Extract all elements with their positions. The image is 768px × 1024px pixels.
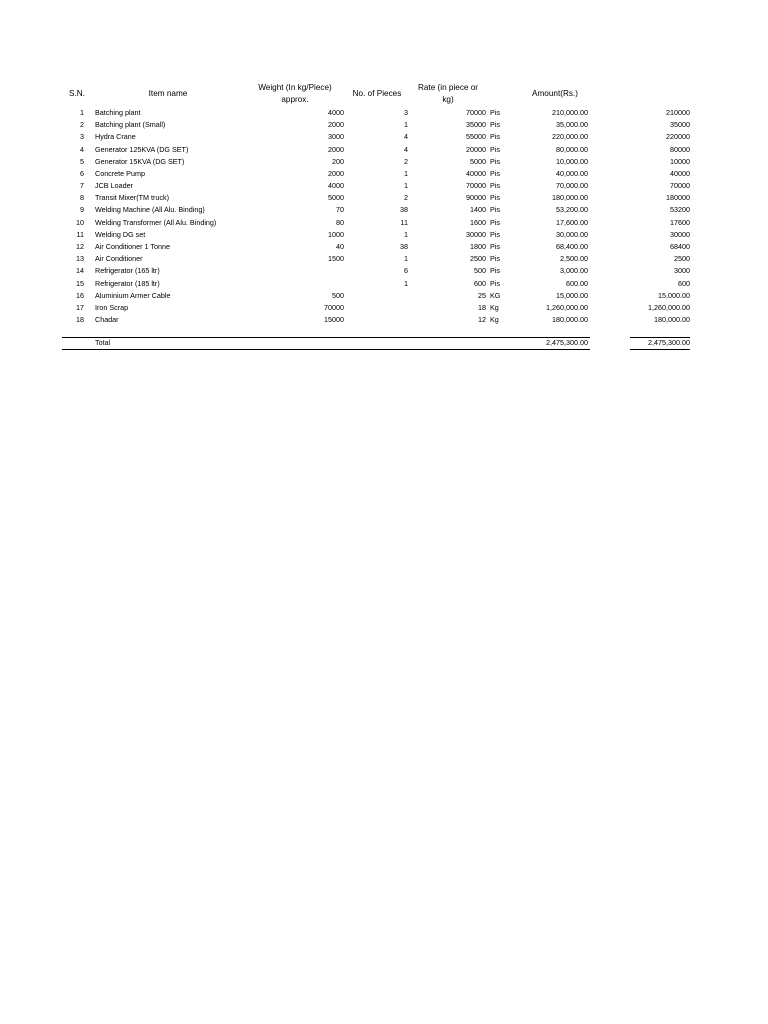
item-name-cell: Aluminium Armer Cable: [95, 290, 171, 300]
table-row: [0, 314, 768, 326]
table-row: [0, 229, 768, 241]
unit-cell: Pis: [490, 241, 500, 251]
table-row: [0, 192, 768, 204]
sn-cell: 12: [76, 241, 84, 251]
amount-copy-cell: 3000: [674, 266, 690, 276]
pieces-cell: 1: [404, 278, 408, 288]
amount-cell: 180,000.00: [552, 193, 588, 203]
amount-copy-cell: 80000: [670, 144, 690, 154]
amount-copy-cell: 53200: [670, 205, 690, 215]
table-row: [0, 290, 768, 302]
rate-cell: 35000: [466, 120, 486, 130]
rate-cell: 1800: [470, 241, 486, 251]
unit-cell: Kg: [490, 302, 499, 312]
amount-cell: 1,260,000.00: [546, 302, 588, 312]
sn-cell: 3: [80, 132, 84, 142]
table-row: [0, 168, 768, 180]
rate-cell: 12: [478, 315, 486, 325]
rate-cell: 1400: [470, 205, 486, 215]
pieces-cell: 38: [400, 205, 408, 215]
unit-cell: Pis: [490, 254, 500, 264]
table-row: [0, 107, 768, 119]
pieces-cell: 3: [404, 108, 408, 117]
table-row: [0, 278, 768, 290]
pieces-cell: 1: [404, 168, 408, 178]
rate-cell: 30000: [466, 229, 486, 239]
amount-cell: 210,000.00: [552, 108, 588, 117]
item-name-cell: Iron Scrap: [95, 302, 129, 312]
weight-cell: 2000: [328, 120, 344, 130]
sn-cell: 4: [80, 144, 84, 154]
weight-cell: 70: [336, 205, 344, 215]
rate-cell: 20000: [466, 144, 486, 154]
weight-cell: 4000: [328, 108, 344, 117]
amount-cell: 53,200.00: [556, 205, 588, 215]
pieces-cell: 38: [400, 241, 408, 251]
unit-cell: Pis: [490, 278, 500, 288]
pieces-cell: 1: [404, 120, 408, 130]
header-item-name: Item name: [148, 89, 188, 98]
rate-cell: 500: [474, 266, 486, 276]
sn-cell: 8: [80, 193, 84, 203]
table-row: [0, 119, 768, 131]
sn-cell: 17: [76, 302, 84, 312]
total-label: Total: [95, 338, 111, 347]
rate-cell: 5000: [470, 156, 486, 166]
amount-cell: 70,000.00: [556, 181, 588, 191]
total-bottom-border-2: [630, 349, 690, 350]
pieces-cell: 2: [404, 156, 408, 166]
pieces-cell: 1: [404, 254, 408, 264]
header-rate: [408, 82, 488, 106]
table-row: [0, 241, 768, 253]
weight-cell: 2000: [328, 168, 344, 178]
amount-cell: 600.00: [566, 278, 588, 288]
sn-cell: 9: [80, 205, 84, 215]
total-amount-2: 2,475,300.00: [648, 338, 690, 347]
item-name-cell: Batching plant (Small): [95, 120, 166, 130]
weight-cell: 500: [332, 290, 344, 300]
rate-cell: 18: [478, 302, 486, 312]
sn-cell: 1: [80, 108, 84, 117]
table-row: [0, 302, 768, 314]
sn-cell: 11: [76, 229, 84, 239]
amount-copy-cell: 17600: [670, 217, 690, 227]
total-bottom-border: [62, 349, 590, 350]
item-name-cell: JCB Loader: [95, 181, 133, 191]
unit-cell: Pis: [490, 266, 500, 276]
amount-cell: 2,500.00: [560, 254, 588, 264]
sn-cell: 5: [80, 156, 84, 166]
item-name-cell: Generator 15KVA (DG SET): [95, 156, 185, 166]
header-rate-line2: kg): [442, 95, 454, 104]
item-name-cell: Chadar: [95, 315, 119, 325]
item-name-cell: Transit Mixer(TM truck): [95, 193, 170, 203]
table-row: [0, 156, 768, 168]
amount-copy-cell: 40000: [670, 168, 690, 178]
weight-cell: 1000: [328, 229, 344, 239]
total-amount: 2,475,300.00: [546, 338, 588, 347]
rate-cell: 600: [474, 278, 486, 288]
weight-cell: 3000: [328, 132, 344, 142]
item-name-cell: Air Conditioner 1 Tonne: [95, 241, 170, 251]
item-name-cell: Refrigerator (165 ltr): [95, 266, 160, 276]
rate-cell: 1600: [470, 217, 486, 227]
amount-cell: 17,600.00: [556, 217, 588, 227]
unit-cell: Kg: [490, 315, 499, 325]
rate-cell: 25: [478, 290, 486, 300]
header-sn: S.N.: [69, 89, 85, 98]
amount-cell: 35,000.00: [556, 120, 588, 130]
weight-cell: 4000: [328, 181, 344, 191]
unit-cell: Pis: [490, 144, 500, 154]
item-name-cell: Batching plant: [95, 108, 141, 117]
rate-cell: 40000: [466, 168, 486, 178]
sn-cell: 13: [76, 254, 84, 264]
amount-copy-cell: 180000: [666, 193, 690, 203]
amount-cell: 220,000.00: [552, 132, 588, 142]
unit-cell: Pis: [490, 181, 500, 191]
item-name-cell: Air Conditioner: [95, 254, 143, 264]
pieces-cell: 11: [400, 217, 408, 227]
rate-cell: 90000: [466, 193, 486, 203]
item-name-cell: Refrigerator (185 ltr): [95, 278, 160, 288]
header-pieces: No. of Pieces: [352, 89, 402, 98]
unit-cell: Pis: [490, 132, 500, 142]
amount-cell: 15,000.00: [556, 290, 588, 300]
amount-copy-cell: 30000: [670, 229, 690, 239]
total-row: [0, 337, 768, 349]
unit-cell: KG: [490, 290, 501, 300]
sn-cell: 15: [76, 278, 84, 288]
item-name-cell: Welding DG set: [95, 229, 146, 239]
sn-cell: 10: [76, 217, 84, 227]
item-name-cell: Concrete Pump: [95, 168, 145, 178]
amount-cell: 10,000.00: [556, 156, 588, 166]
amount-cell: 30,000.00: [556, 229, 588, 239]
header-weight-line2: approx.: [281, 95, 309, 104]
amount-copy-cell: 180,000.00: [654, 315, 690, 325]
weight-cell: 80: [336, 217, 344, 227]
item-name-cell: Welding Machine (All Alu. Binding): [95, 205, 205, 215]
pieces-cell: 1: [404, 181, 408, 191]
amount-copy-cell: 210000: [666, 108, 690, 117]
amount-cell: 68,400.00: [556, 241, 588, 251]
unit-cell: Pis: [490, 156, 500, 166]
unit-cell: Pis: [490, 168, 500, 178]
rate-cell: 70000: [466, 108, 486, 117]
amount-cell: 40,000.00: [556, 168, 588, 178]
amount-copy-cell: 68400: [670, 241, 690, 251]
amount-copy-cell: 70000: [670, 181, 690, 191]
amount-copy-cell: 600: [678, 278, 690, 288]
sn-cell: 6: [80, 168, 84, 178]
sn-cell: 18: [76, 315, 84, 325]
unit-cell: Pis: [490, 108, 500, 117]
rate-cell: 70000: [466, 181, 486, 191]
amount-cell: 80,000.00: [556, 144, 588, 154]
weight-cell: 15000: [324, 315, 344, 325]
weight-cell: 200: [332, 156, 344, 166]
weight-cell: 40: [336, 241, 344, 251]
item-name-cell: Generator 125KVA (DG SET): [95, 144, 189, 154]
amount-copy-cell: 2500: [674, 254, 690, 264]
amount-copy-cell: 1,260,000.00: [648, 302, 690, 312]
pieces-cell: 2: [404, 193, 408, 203]
pieces-cell: 6: [404, 266, 408, 276]
sn-cell: 16: [76, 290, 84, 300]
rate-cell: 55000: [466, 132, 486, 142]
pieces-cell: 4: [404, 144, 408, 154]
table-row: [0, 144, 768, 156]
header-weight: [244, 82, 346, 106]
sn-cell: 14: [76, 266, 84, 276]
item-name-cell: Welding Transformer (All Alu. Binding): [95, 217, 217, 227]
unit-cell: Pis: [490, 217, 500, 227]
item-name-cell: Hydra Crane: [95, 132, 136, 142]
pieces-cell: 4: [404, 132, 408, 142]
unit-cell: Pis: [490, 193, 500, 203]
pieces-cell: 1: [404, 229, 408, 239]
table-row: [0, 204, 768, 216]
unit-cell: Pis: [490, 120, 500, 130]
weight-cell: 5000: [328, 193, 344, 203]
amount-copy-cell: 10000: [670, 156, 690, 166]
rate-cell: 2500: [470, 254, 486, 264]
weight-cell: 1500: [328, 254, 344, 264]
amount-copy-cell: 220000: [666, 132, 690, 142]
table-row: [0, 253, 768, 265]
table-row: [0, 217, 768, 229]
amount-copy-cell: 35000: [670, 120, 690, 130]
amount-cell: 180,000.00: [552, 315, 588, 325]
header-amount: Amount(Rs.): [532, 89, 578, 98]
table-row: [0, 131, 768, 143]
table-row: [0, 180, 768, 192]
table-row: [0, 265, 768, 277]
header-rate-line1: Rate (in piece or: [417, 83, 479, 92]
unit-cell: Pis: [490, 229, 500, 239]
sn-cell: 7: [80, 181, 84, 191]
sn-cell: 2: [80, 120, 84, 130]
weight-cell: 2000: [328, 144, 344, 154]
header-weight-line1: Weight (In kg/Piece): [258, 83, 332, 92]
amount-cell: 3,000.00: [560, 266, 588, 276]
amount-copy-cell: 15,000.00: [658, 290, 690, 300]
unit-cell: Pis: [490, 205, 500, 215]
weight-cell: 70000: [324, 302, 344, 312]
